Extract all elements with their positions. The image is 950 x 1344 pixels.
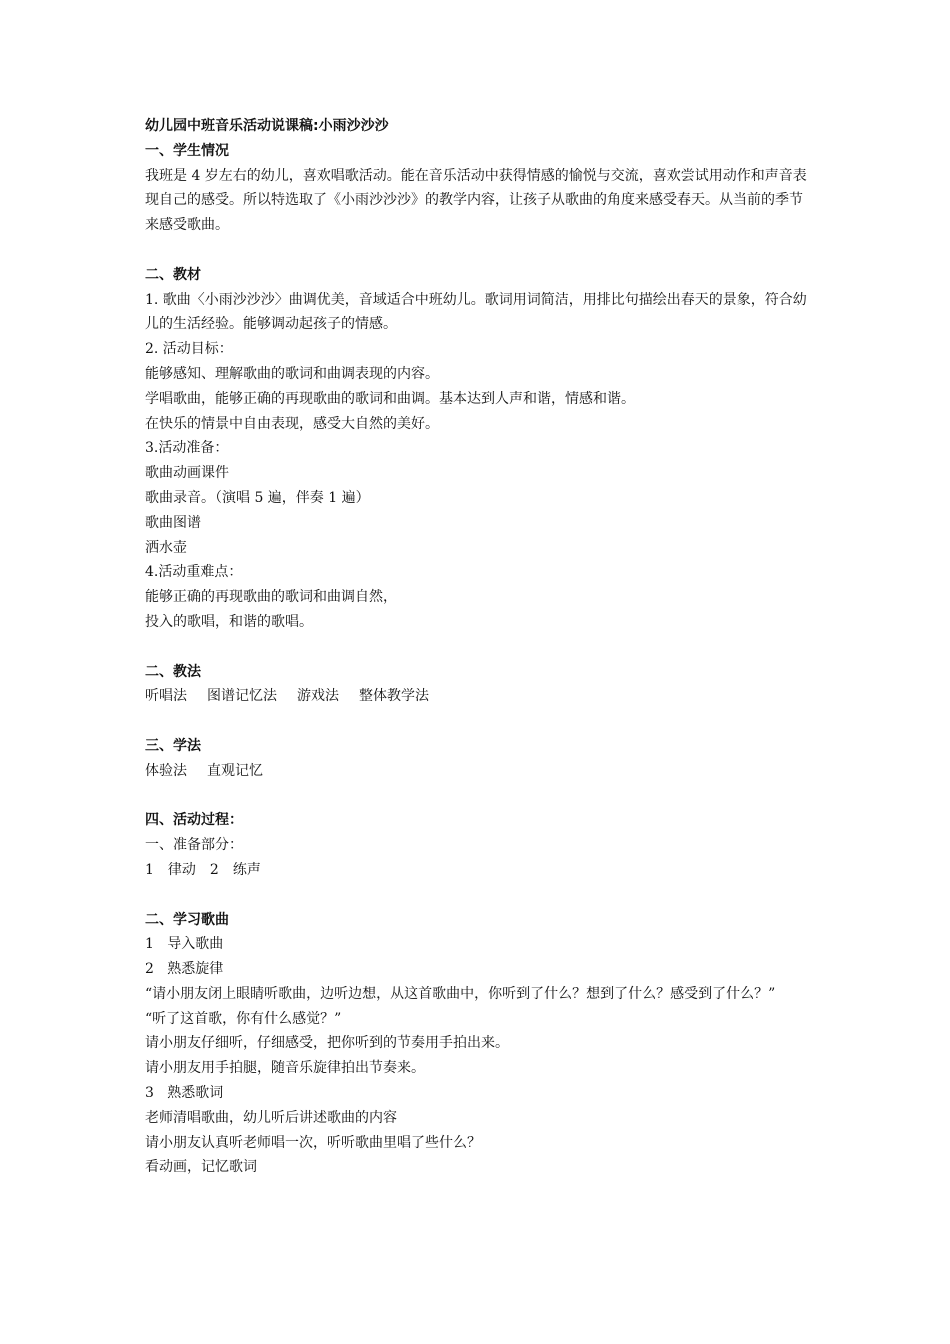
prep-item: 洒水壶 xyxy=(145,539,187,556)
learn-song-line: “请小朋友闭上眼睛听歌曲，边听边想，从这首歌曲中，你听到了什么？想到了什么？感受到了什么？” xyxy=(145,985,776,1002)
section-heading-learn-song: 二、学习歌曲 xyxy=(145,911,229,928)
learn-song-line: 3 熟悉歌词 xyxy=(145,1085,224,1102)
blank-line xyxy=(145,238,815,263)
blank-line xyxy=(145,709,815,734)
section-heading-process: 四、活动过程： xyxy=(145,812,243,829)
step-number: 2 xyxy=(209,861,219,878)
method-item: 听唱法 xyxy=(145,688,187,705)
section-heading-teaching-methods: 二、教法 xyxy=(145,663,201,680)
document-page xyxy=(145,114,815,1180)
section-heading-learning-methods: 三、学法 xyxy=(145,737,201,754)
learn-song-line: 老师清唱歌曲，幼儿听后讲述歌曲的内容 xyxy=(145,1109,397,1126)
learn-song-line: 看动画，记忆歌词 xyxy=(145,1159,257,1176)
blank-line xyxy=(145,784,815,809)
method-item: 整体教学法 xyxy=(359,688,429,705)
teaching-methods-line xyxy=(145,684,815,709)
key-item: 投入的歌唱，和谐的歌唱。 xyxy=(145,613,313,630)
paragraph-material-3: 3.活动准备： xyxy=(145,440,229,457)
section-heading-students: 一、学生情况 xyxy=(145,142,229,159)
learn-song-line: 1 导入歌曲 xyxy=(145,936,224,953)
section-heading-material: 二、教材 xyxy=(145,266,201,283)
method-item: 游戏法 xyxy=(297,688,339,705)
paragraph-students: 我班是 4 岁左右的幼儿，喜欢唱歌活动。能在音乐活动中获得情感的愉悦与交流，喜欢尝试用动作和声音表现自己的感受。所以特选取了《小雨沙沙沙》的教学内容，让孩子从歌曲的角度来感受春天。从当前的季节来感受歌曲。 xyxy=(145,167,807,234)
method-item: 图谱记忆法 xyxy=(207,688,277,705)
goal-item: 在快乐的情景中自由表现，感受大自然的美好。 xyxy=(145,415,439,432)
paragraph-material-1: 1. 歌曲〈小雨沙沙沙〉曲调优美，音域适合中班幼儿。歌词用词简洁，用排比句描绘出春天的景象，符合幼儿的生活经验。能够调动起孩子的情感。 xyxy=(145,291,807,333)
paragraph-material-4: 4.活动重难点： xyxy=(145,564,243,581)
learning-methods-line xyxy=(145,759,815,784)
prep-item: 歌曲动画课件 xyxy=(145,465,229,482)
learn-song-line: 请小朋友认真听老师唱一次，听听歌曲里唱了些什么？ xyxy=(145,1134,481,1151)
prep-steps-line xyxy=(145,858,815,883)
prep-item: 歌曲录音。（演唱 5 遍，伴奏 1 遍） xyxy=(145,489,370,506)
learn-song-line: 请小朋友仔细听，仔细感受，把你听到的节奏用手拍出来。 xyxy=(145,1035,509,1052)
key-item: 能够正确的再现歌曲的歌词和曲调自然， xyxy=(145,589,397,606)
goal-item: 学唱歌曲，能够正确的再现歌曲的歌词和曲调。基本达到人声和谐，情感和谐。 xyxy=(145,390,635,407)
method-item: 体验法 xyxy=(145,762,187,779)
paragraph-material-2: 2. 活动目标： xyxy=(145,341,233,358)
prep-item: 歌曲图谱 xyxy=(145,514,201,531)
subsection-prep: 一、准备部分： xyxy=(145,837,243,854)
step-label: 练声 xyxy=(232,861,261,878)
blank-line xyxy=(145,635,815,660)
step-label: 律动 xyxy=(167,861,196,878)
learn-song-line: 请小朋友用手拍腿，随音乐旋律拍出节奏来。 xyxy=(145,1060,425,1077)
document-title: 幼儿园中班音乐活动说课稿:小雨沙沙沙 xyxy=(145,118,389,134)
learn-song-line: “听了这首歌，你有什么感觉？” xyxy=(145,1010,342,1027)
blank-line xyxy=(145,883,815,908)
goal-item: 能够感知、理解歌曲的歌词和曲调表现的内容。 xyxy=(145,365,439,382)
method-item: 直观记忆 xyxy=(207,762,263,779)
learn-song-line: 2 熟悉旋律 xyxy=(145,961,224,978)
step-number: 1 xyxy=(145,861,154,878)
